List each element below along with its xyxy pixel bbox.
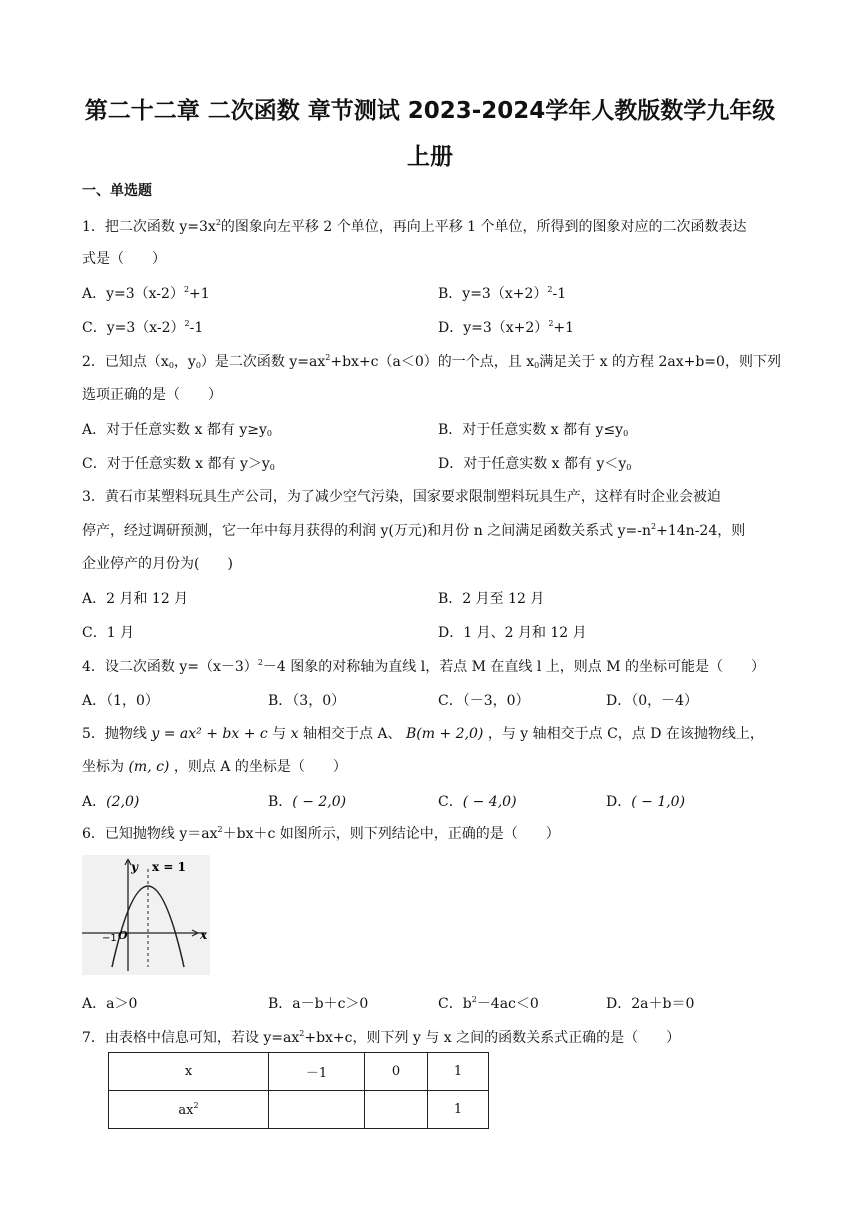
q3-stem-line1: 3．黄石市某塑料玩具生产公司，为了减少空气污染，国家要求限制塑料玩具生产，这样有时企业会被迫 bbox=[82, 489, 721, 505]
q2-option-c[interactable]: C．对于任意实数 x 都有 $y>y_0$ bbox=[82, 456, 275, 472]
q3-option-c[interactable]: C．1 月 bbox=[82, 625, 135, 641]
q7-table bbox=[108, 1052, 489, 1129]
doc-title-line1: 第二十二章 二次函数 章节测试 2023-2024学年人教版数学九年级 bbox=[84, 98, 776, 124]
section-heading: 一、单选题 bbox=[82, 183, 152, 199]
q1-option-c[interactable]: C．$y=3(x-2)^2-1$ bbox=[82, 319, 204, 336]
q3-option-b[interactable]: B．2 月至 12 月 bbox=[438, 591, 545, 607]
table-cell: 0 bbox=[365, 1053, 428, 1091]
q5-stem-line1: 5．抛物线 y = ax² + bx + c 与 x 轴相交于点 A、 B(m + 2,0) ，与 y 轴相交于点 C，点 D 在该抛物线上， bbox=[82, 726, 764, 742]
q6-stem: 6．已知抛物线 $y=ax^2+bx+c$ 如图所示，则下列结论中，正确的是（ ） bbox=[82, 825, 560, 842]
table-cell: $ax^2$ bbox=[109, 1091, 269, 1129]
q1-stem-line2: 式是（ ） bbox=[82, 251, 166, 267]
q5-option-a[interactable]: A．(2,0) bbox=[82, 794, 140, 810]
q1-option-a[interactable]: A．$y=3(x-2)^2+1$ bbox=[82, 285, 210, 302]
q3-option-a[interactable]: A．2 月和 12 月 bbox=[82, 591, 189, 607]
table-cell: －1 bbox=[269, 1053, 365, 1091]
q2-stem-line1: 2．已知点（$x_0$，$y_0$）是二次函数 $y=ax^2+bx+c(a<0)$的一个点，且 $x_0$满足关于 x 的方程 2ax+b=0，则下列 bbox=[82, 353, 781, 370]
q6-option-a[interactable]: A．a＞0 bbox=[82, 996, 138, 1012]
x-axis-label: x bbox=[200, 928, 208, 942]
q2-option-a[interactable]: A．对于任意实数 x 都有 $y\ge y_0$ bbox=[82, 422, 272, 438]
table-cell: 1 bbox=[428, 1053, 489, 1091]
q4-option-c[interactable]: C．（－3，0） bbox=[438, 693, 530, 709]
y-axis-label: y bbox=[131, 860, 138, 874]
table-cell bbox=[365, 1091, 428, 1129]
q3-stem-line3: 企业停产的月份为( ) bbox=[82, 556, 233, 572]
q5-stem-line2: 坐标为 (m, c) ，则点 A 的坐标是（ ） bbox=[82, 759, 347, 775]
q2-stem-line2: 选项正确的是（ ） bbox=[82, 387, 222, 403]
q3-option-d[interactable]: D．1 月、2 月和 12 月 bbox=[438, 625, 587, 641]
table-cell: 1 bbox=[428, 1091, 489, 1129]
table-row bbox=[109, 1053, 489, 1091]
neg-one-label: −1 bbox=[102, 933, 117, 944]
q6-option-d[interactable]: D．2a＋b＝0 bbox=[606, 996, 695, 1012]
q4-stem: 4．设二次函数 $y=(x-3)^2-4$ 图象的对称轴为直线 l，若点 M 在直线 l 上，则点 M 的坐标可能是（ ） bbox=[82, 658, 766, 675]
q6-parabola-figure bbox=[82, 855, 210, 975]
doc-title-line2: 上册 bbox=[407, 144, 453, 170]
q4-option-b[interactable]: B．（3，0） bbox=[268, 693, 346, 709]
q6-option-c[interactable]: C．$b^2-4ac<0$ bbox=[438, 995, 539, 1012]
q1-stem-line1: 1．把二次函数 $y=3x^2$的图象向左平移 2 个单位，再向上平移 1 个单位，所得到的图象对应的二次函数表达 bbox=[82, 218, 747, 235]
q4-option-d[interactable]: D．（0，－4） bbox=[606, 693, 699, 709]
q5-option-d[interactable]: D．( − 1,0) bbox=[606, 794, 686, 810]
q2-option-b[interactable]: B．对于任意实数 x 都有 $y\le y_0$ bbox=[438, 422, 629, 438]
q1-option-b[interactable]: B．$y=3(x+2)^2-1$ bbox=[438, 285, 567, 302]
table-cell: x bbox=[109, 1053, 269, 1091]
q7-stem: 7．由表格中信息可知，若设 $y=ax^2+bx+c$，则下列 y 与 x 之间的函数关系式正确的是（ ） bbox=[82, 1029, 681, 1046]
table-cell bbox=[269, 1091, 365, 1129]
origin-label: O bbox=[118, 929, 128, 942]
table-row bbox=[109, 1091, 489, 1129]
q5-option-b[interactable]: B．( − 2,0) bbox=[268, 794, 347, 810]
q6-option-b[interactable]: B．a－b＋c＞0 bbox=[268, 996, 369, 1012]
q3-stem-line2: 停产，经过调研预测，它一年中每月获得的利润 y(万元)和月份 n 之间满足函数关系式 $y=-n^2+14n-24$，则 bbox=[82, 522, 746, 539]
q1-option-d[interactable]: D．$y=3(x+2)^2+1$ bbox=[438, 319, 575, 336]
symmetry-axis-label: x = 1 bbox=[152, 860, 186, 874]
q5-option-c[interactable]: C．( − 4,0) bbox=[438, 794, 517, 810]
q4-option-a[interactable]: A．（1，0） bbox=[82, 693, 159, 709]
q2-option-d[interactable]: D．对于任意实数 x 都有 $y<y_0$ bbox=[438, 456, 632, 472]
